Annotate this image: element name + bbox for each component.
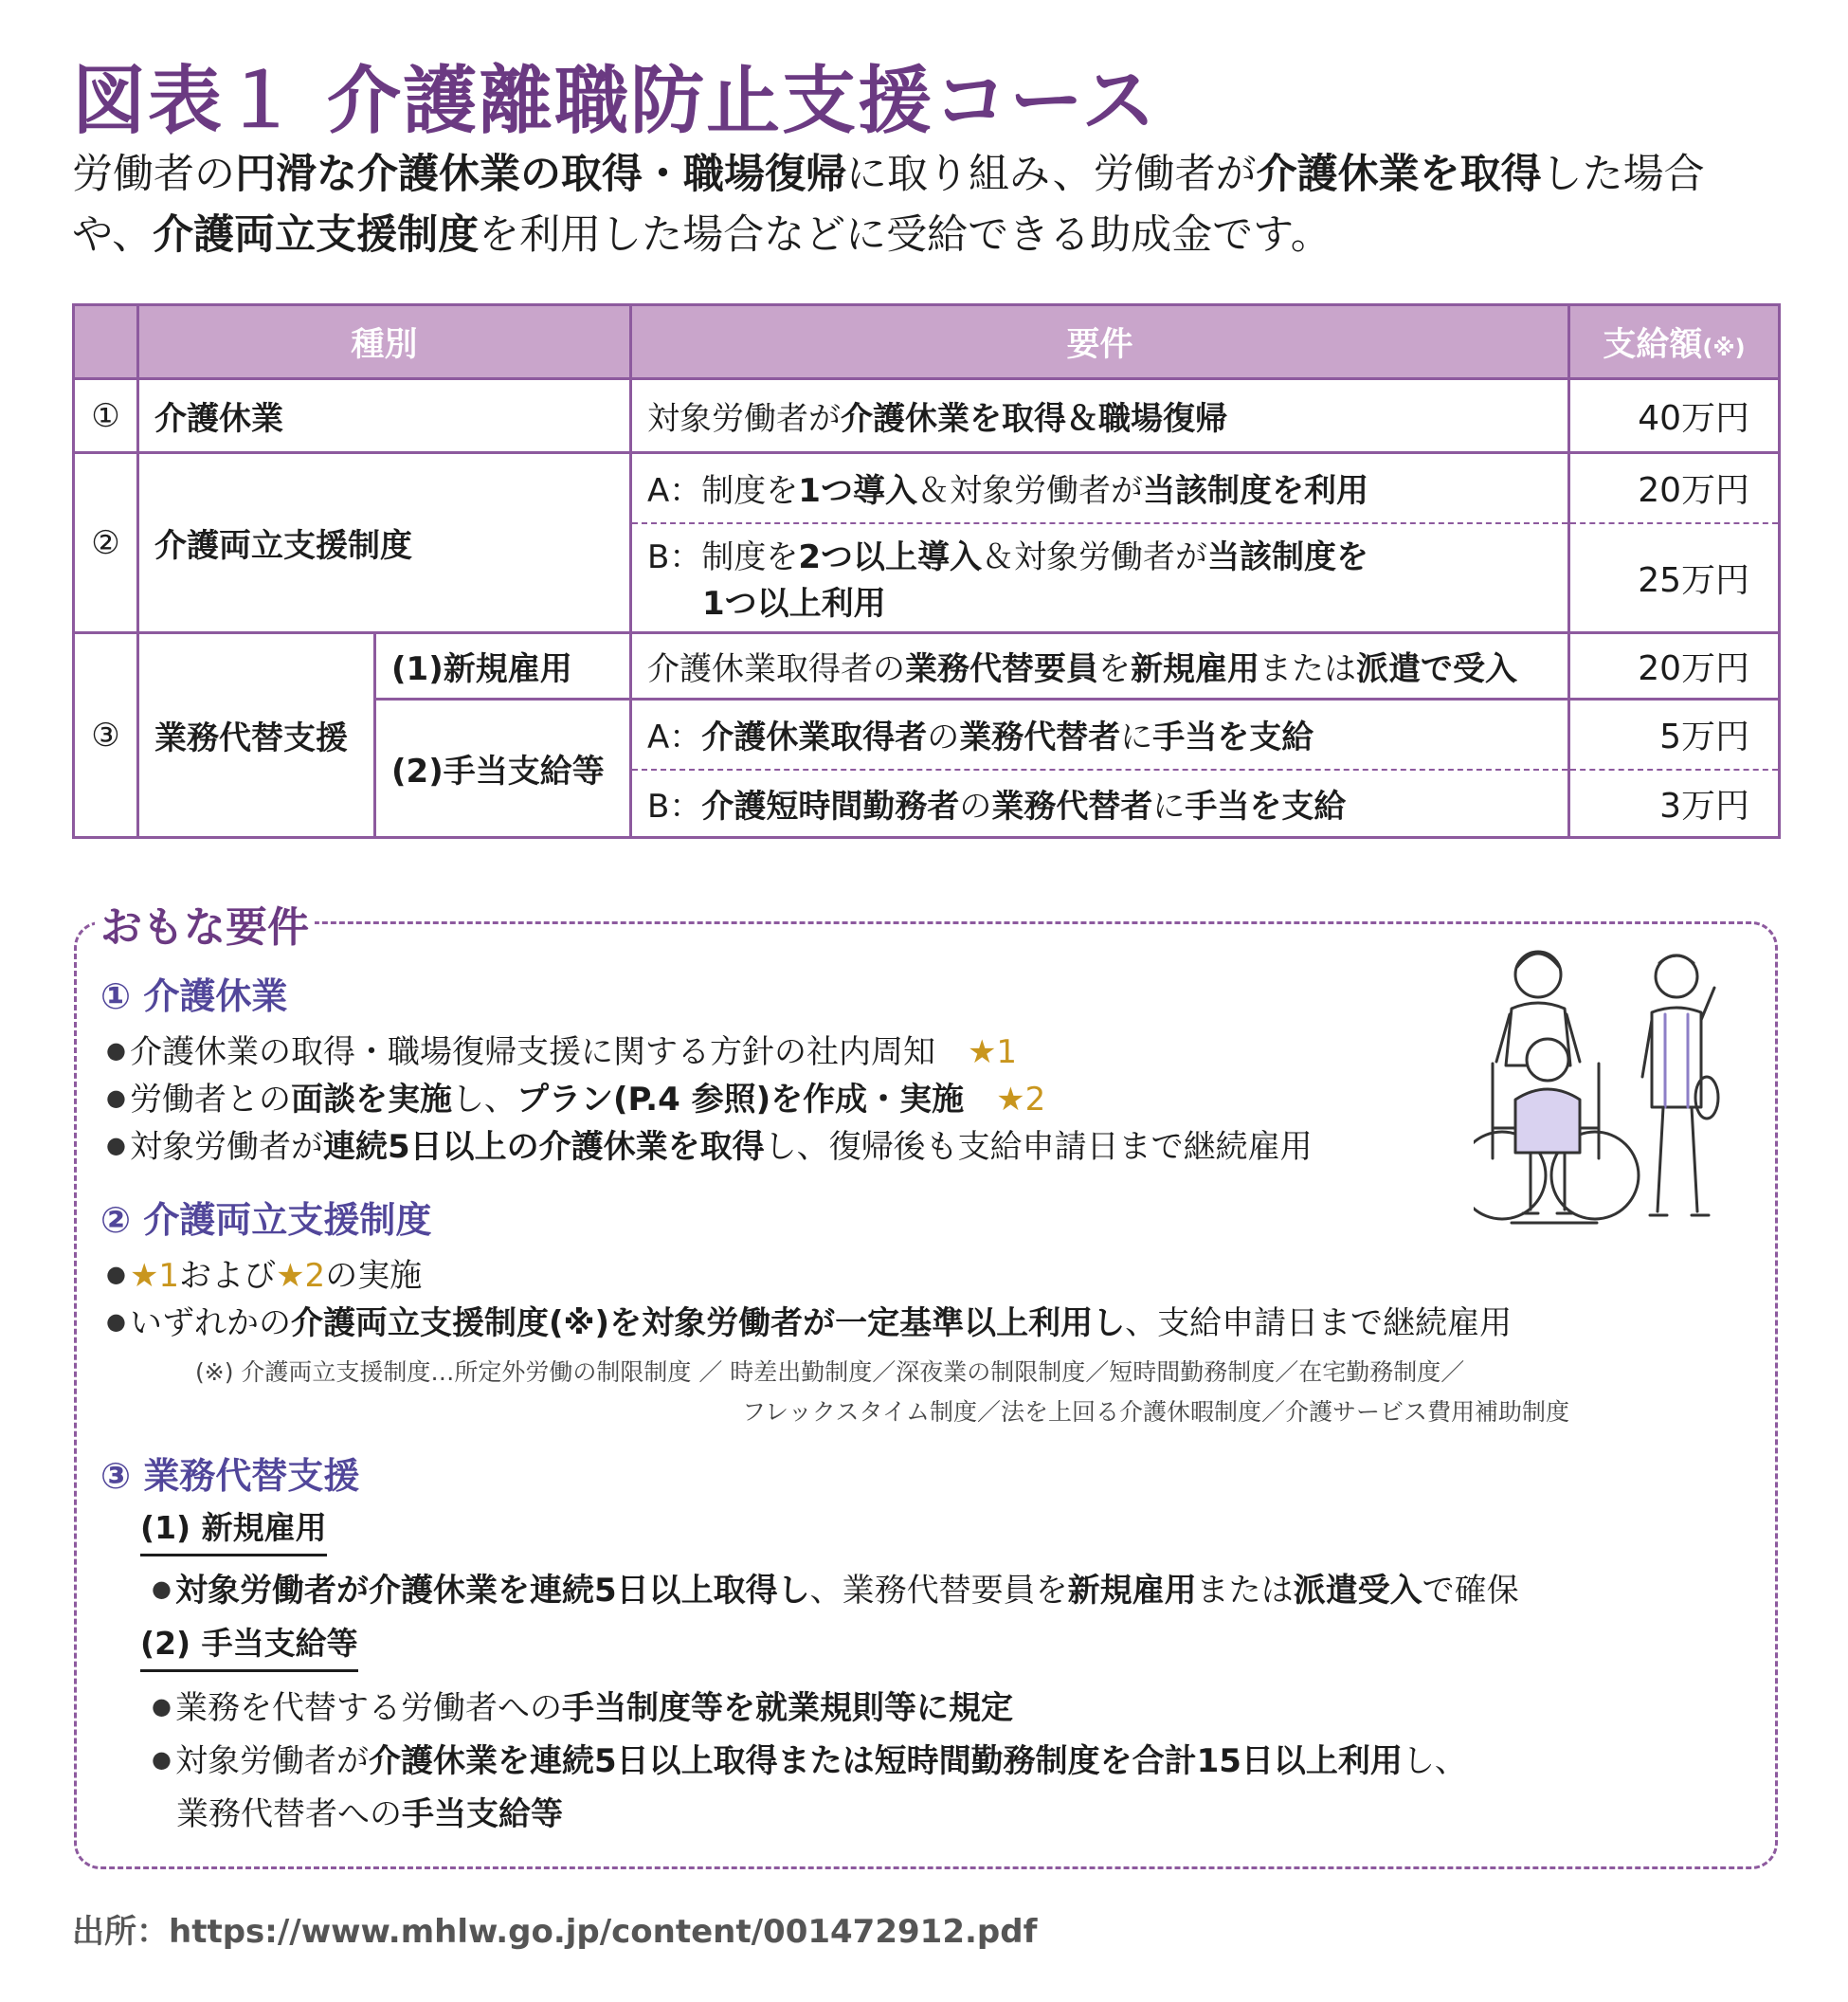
text-run: し、復帰後も支給申請日まで継続雇用 [764, 1128, 1313, 1166]
bold-text: 業務代替者 [959, 719, 1121, 757]
text-run: で確保 [1422, 1572, 1519, 1610]
bold-text: 派遣で受入 [1356, 650, 1518, 688]
requirement-cell [631, 453, 1569, 523]
bold-text: 当該制度を [1207, 538, 1369, 577]
requirement-cell [631, 770, 1569, 838]
bold-text: 介護休業を連続5日以上取得または短時間勤務制度を合計15日以上利用 [368, 1742, 1403, 1780]
bold-text: 介護両立支援制度 [153, 211, 480, 259]
bold-text: 新規雇用 [1067, 1572, 1197, 1610]
text-run: 介護休業の取得・職場復帰支援に関する方針の社内周知 [129, 1033, 968, 1071]
requirement-text [647, 538, 1368, 576]
bold-text: 介護休業を取得 [1256, 151, 1542, 198]
amount-cell: 20万円 [1569, 453, 1780, 523]
bold-text: 当該制度を利用 [1142, 472, 1368, 511]
list-item: ● 業務を代替する労働者への手当制度等を就業規則等に規定 [152, 1689, 1013, 1727]
text-run: 、業務代替要員を [809, 1572, 1068, 1610]
text-run: の実施 [325, 1257, 423, 1295]
intro-line-1 [72, 144, 1778, 205]
list-item: ● 対象労働者が介護休業を連続5日以上取得し、業務代替要員を新規雇用または派遣受入で確保 [152, 1572, 1519, 1610]
text-run: の [959, 787, 992, 826]
bold-text: 2つ以上導入 [798, 538, 983, 577]
subsidy-table [72, 303, 1781, 839]
text-run: 労働者の [72, 151, 235, 198]
text-run: を [1098, 650, 1132, 688]
amount-cell: 40万円 [1569, 379, 1780, 453]
bold-text: 介護休業取得者 [701, 719, 928, 757]
text-run: や、 [72, 211, 154, 259]
bold-text: 業務代替要員 [905, 650, 1099, 688]
row-number: ② [74, 453, 138, 633]
list-item: ● 介護休業の取得・職場復帰支援に関する方針の社内周知 ★1 [106, 1033, 1018, 1071]
footnote-line: (※) 介護両立支援制度…所定外労働の制限制度 ／ 時差出勤制度／深夜業の制限制度／短時間勤務制度／在宅勤務制度／ [195, 1358, 1465, 1386]
section-title-leave: ① 介護休業 [100, 975, 288, 1017]
footnote-line: フレックスタイム制度／法を上回る介護休暇制度／介護サービス費用補助制度 [741, 1398, 1569, 1426]
header-type: 種別 [138, 305, 631, 379]
amount-cell: 5万円 [1569, 700, 1780, 770]
text-run: ＆対象労働者が [916, 472, 1143, 511]
page-title: 図表１ 介護離職防止支援コース [72, 59, 1158, 144]
text-run: A： [647, 719, 702, 757]
list-item: ● 対象労働者が連続5日以上の介護休業を取得し、復帰後も支給申請日まで継続雇用 [106, 1128, 1313, 1166]
table-row [74, 453, 1780, 523]
intro-line-2 [72, 205, 1778, 265]
requirement-cell [631, 379, 1569, 453]
bold-text: 介護休業を取得＆職場復帰 [841, 400, 1228, 438]
text-run [964, 1081, 996, 1119]
bold-text: 対象労働者が介護休業を連続5日以上取得し [174, 1572, 810, 1610]
text-run: に [1120, 719, 1153, 757]
subsection-title-allowance: (2) 手当支給等 [140, 1619, 358, 1672]
text-run: 対象労働者が [647, 400, 842, 438]
table-row [74, 633, 1780, 700]
bold-text: 手当を支給 [1152, 719, 1314, 757]
text-run: に取り組み、労働者が [846, 151, 1257, 198]
bold-text: 連続5日以上の介護休業を取得 [322, 1128, 765, 1166]
text-run: A：制度を [647, 472, 799, 511]
text-run: し、 [451, 1081, 516, 1119]
text-run: 対象労働者が [129, 1128, 323, 1166]
table-row [74, 379, 1780, 453]
list-item: ● ★1および★2の実施 [106, 1257, 423, 1295]
amount-note: (※) [1702, 334, 1746, 361]
text-run: の [927, 719, 960, 757]
bold-text: 1つ導入 [798, 472, 917, 511]
bold-text: 業務代替者 [991, 787, 1153, 826]
type-cell: 介護両立支援制度 [138, 453, 631, 633]
header-blank [74, 305, 138, 379]
bold-text: 新規雇用 [1131, 650, 1260, 688]
text-run: B： [647, 787, 702, 826]
text-run: 介護休業取得者の [647, 650, 906, 688]
bold-text: プラン(P.4 参照)を作成・実施 [516, 1081, 965, 1119]
list-item: ● いずれかの介護両立支援制度(※)を対象労働者が一定基準以上利用し、支給申請日まで継続雇用 [106, 1304, 1513, 1342]
amount-cell: 20万円 [1569, 633, 1780, 700]
table-header-row [74, 305, 1780, 379]
bold-text: 手当支給等 [402, 1795, 563, 1833]
header-amount: 支給額(※) [1569, 305, 1780, 379]
bold-text: 手当制度等を就業規則等に規定 [561, 1689, 1013, 1727]
bold-text: 手当を支給 [1185, 787, 1347, 826]
text-run: 業務代替者への [176, 1795, 402, 1833]
text-run: に [1152, 787, 1186, 826]
text-run: した場合 [1541, 151, 1705, 198]
star-marker: ★1 [967, 1033, 1018, 1071]
section-title-substitute: ③ 業務代替支援 [100, 1455, 360, 1497]
list-item-continuation [176, 1788, 563, 1834]
intro-text [72, 144, 1778, 265]
star-marker: ★2 [276, 1257, 326, 1295]
bold-text: 派遣受入 [1293, 1572, 1422, 1610]
text-run: B：制度を [647, 538, 799, 577]
text-run: 労働者との [129, 1081, 291, 1119]
requirement-cell [631, 700, 1569, 770]
subtype-cell: (2)手当支給等 [375, 700, 631, 838]
text-run: 対象労働者が [174, 1742, 369, 1780]
amount-cell: 25万円 [1569, 523, 1780, 633]
text-run: 業務を代替する労働者への [174, 1689, 562, 1727]
text-run: または [1196, 1572, 1294, 1610]
star-marker: ★2 [996, 1081, 1046, 1119]
header-requirement: 要件 [631, 305, 1569, 379]
subsection-title-new-hire: (1) 新規雇用 [140, 1503, 327, 1556]
bold-text: 面談を実施 [290, 1081, 452, 1119]
requirement-cell [631, 523, 1569, 633]
type-cell: 業務代替支援 [138, 633, 375, 838]
bold-text: 介護両立支援制度(※)を対象労働者が一定基準以上利用し [290, 1304, 1126, 1342]
section-title-balance: ② 介護両立支援制度 [100, 1199, 432, 1241]
list-item: ● 労働者との面談を実施し、プラン(P.4 参照)を作成・実施 ★2 [106, 1081, 1046, 1119]
text-run: し、 [1402, 1742, 1467, 1780]
subtype-cell: (1)新規雇用 [375, 633, 631, 700]
text-run: および [179, 1257, 277, 1295]
text-run: ＆対象労働者が [982, 538, 1208, 577]
star-marker: ★1 [129, 1257, 180, 1295]
row-number: ③ [74, 633, 138, 838]
caregiver-wheelchair-illustration [1474, 938, 1730, 1251]
requirements-heading: おもな要件 [95, 893, 315, 954]
bold-text: 介護短時間勤務者 [701, 787, 960, 826]
text-run: 、支給申請日まで継続雇用 [1125, 1304, 1513, 1342]
source-citation: 出所：https://www.mhlw.go.jp/content/001472912.pdf [72, 1913, 1038, 1951]
requirement-cell [631, 633, 1569, 700]
requirement-continuation: 1つ以上利用 [702, 585, 886, 624]
text-run: または [1259, 650, 1357, 688]
type-cell: 介護休業 [138, 379, 631, 453]
text-run: を利用した場合などに受給できる助成金です。 [479, 211, 1332, 259]
text-run: いずれかの [129, 1304, 291, 1342]
amount-cell: 3万円 [1569, 770, 1780, 838]
list-item: ● 対象労働者が介護休業を連続5日以上取得または短時間勤務制度を合計15日以上利用し、 [152, 1742, 1467, 1780]
row-number: ① [74, 379, 138, 453]
bold-text: 円滑な介護休業の取得・職場復帰 [235, 151, 846, 198]
